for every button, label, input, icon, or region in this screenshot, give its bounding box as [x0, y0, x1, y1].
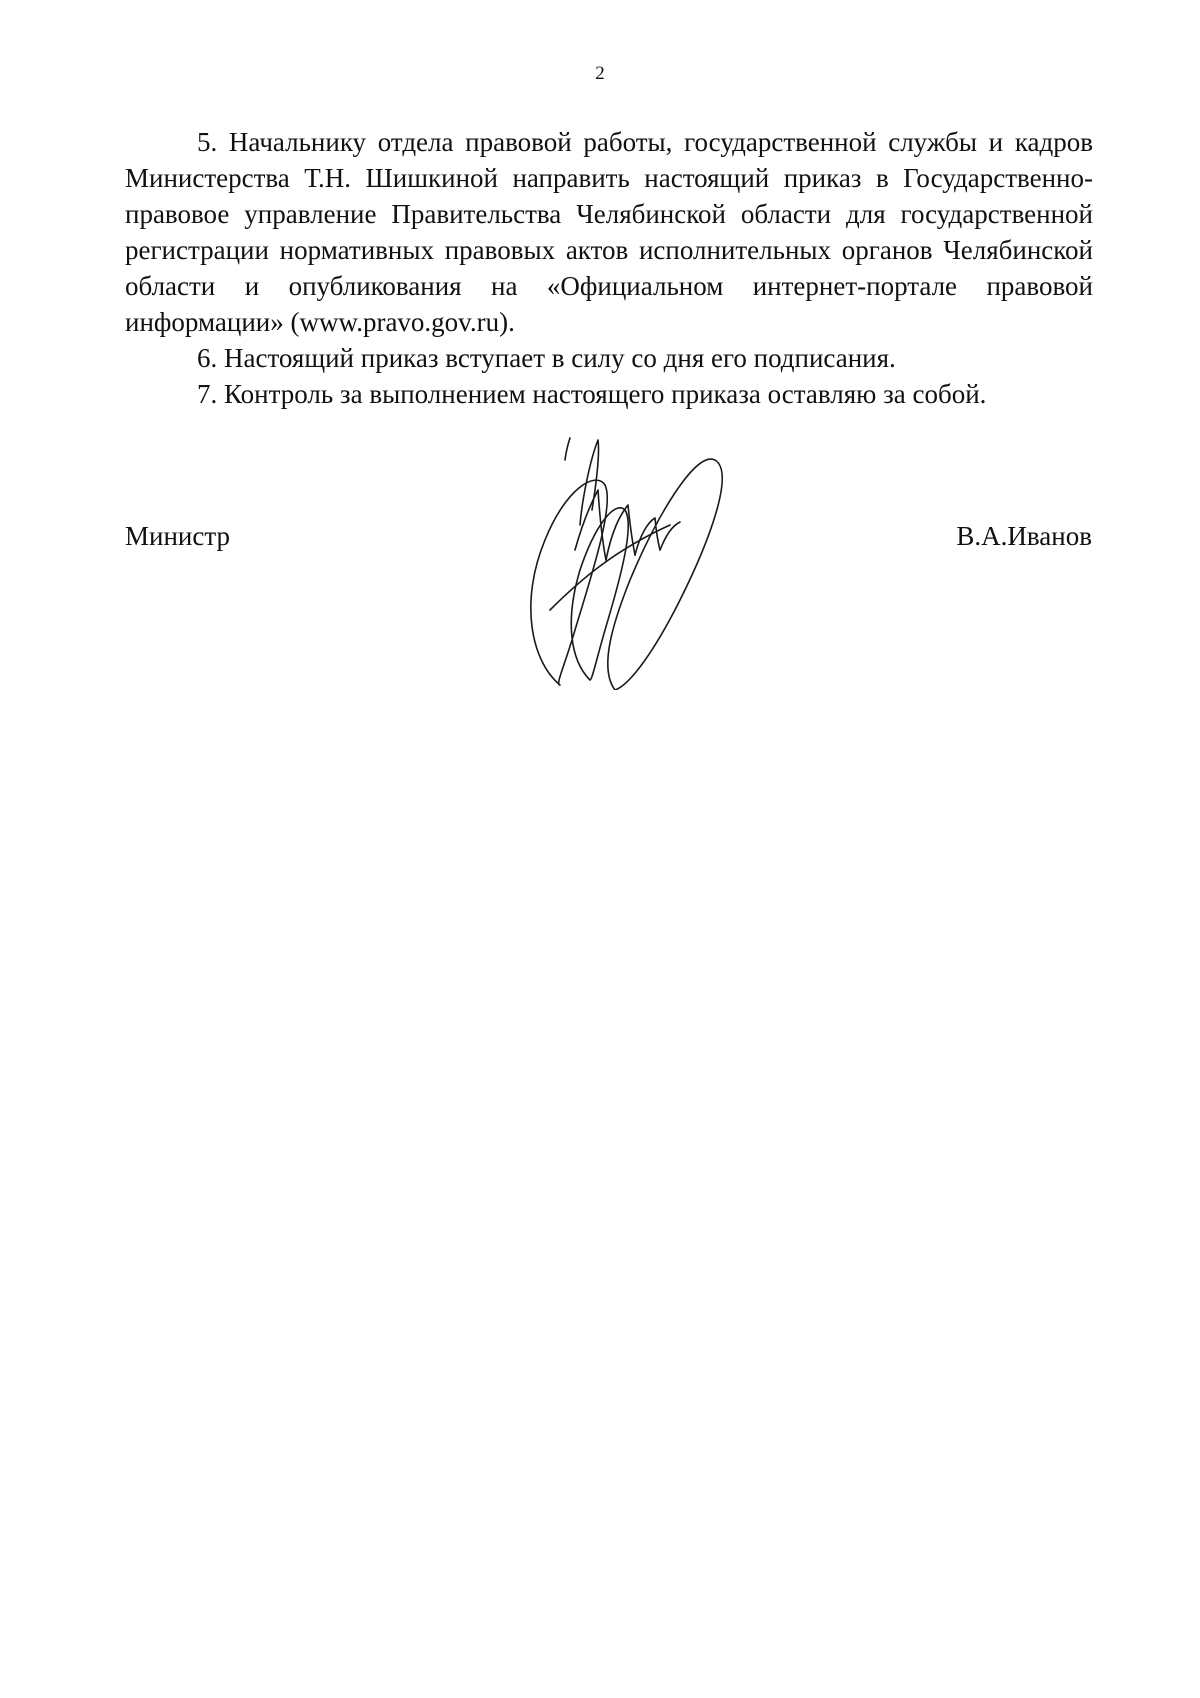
handwritten-signature [520, 430, 750, 690]
signer-position: Министр [125, 521, 230, 551]
paragraph-7: 7. Контроль за выполнением настоящего приказа оставляю за собой. [197, 379, 987, 409]
paragraph-5: 5. Начальнику отдела правовой работы, государственной службы и кадров Министерства Т.Н. Шишкиной направить настоящий приказ в Государственно-правовое управление Правительства Челябинской области для государственной регистрации нормативных правовых актов исполнительных органов Челябинской области и опубликования на «Официальном интернет-портале правовой информации» (www.pravo.gov.ru). [125, 127, 1093, 337]
signature-block [0, 0, 1200, 700]
signer-name: В.А.Иванов [956, 521, 1092, 551]
page-number: 2 [595, 63, 605, 84]
paragraph-6: 6. Настоящий приказ вступает в силу со дня его подписания. [197, 343, 896, 373]
